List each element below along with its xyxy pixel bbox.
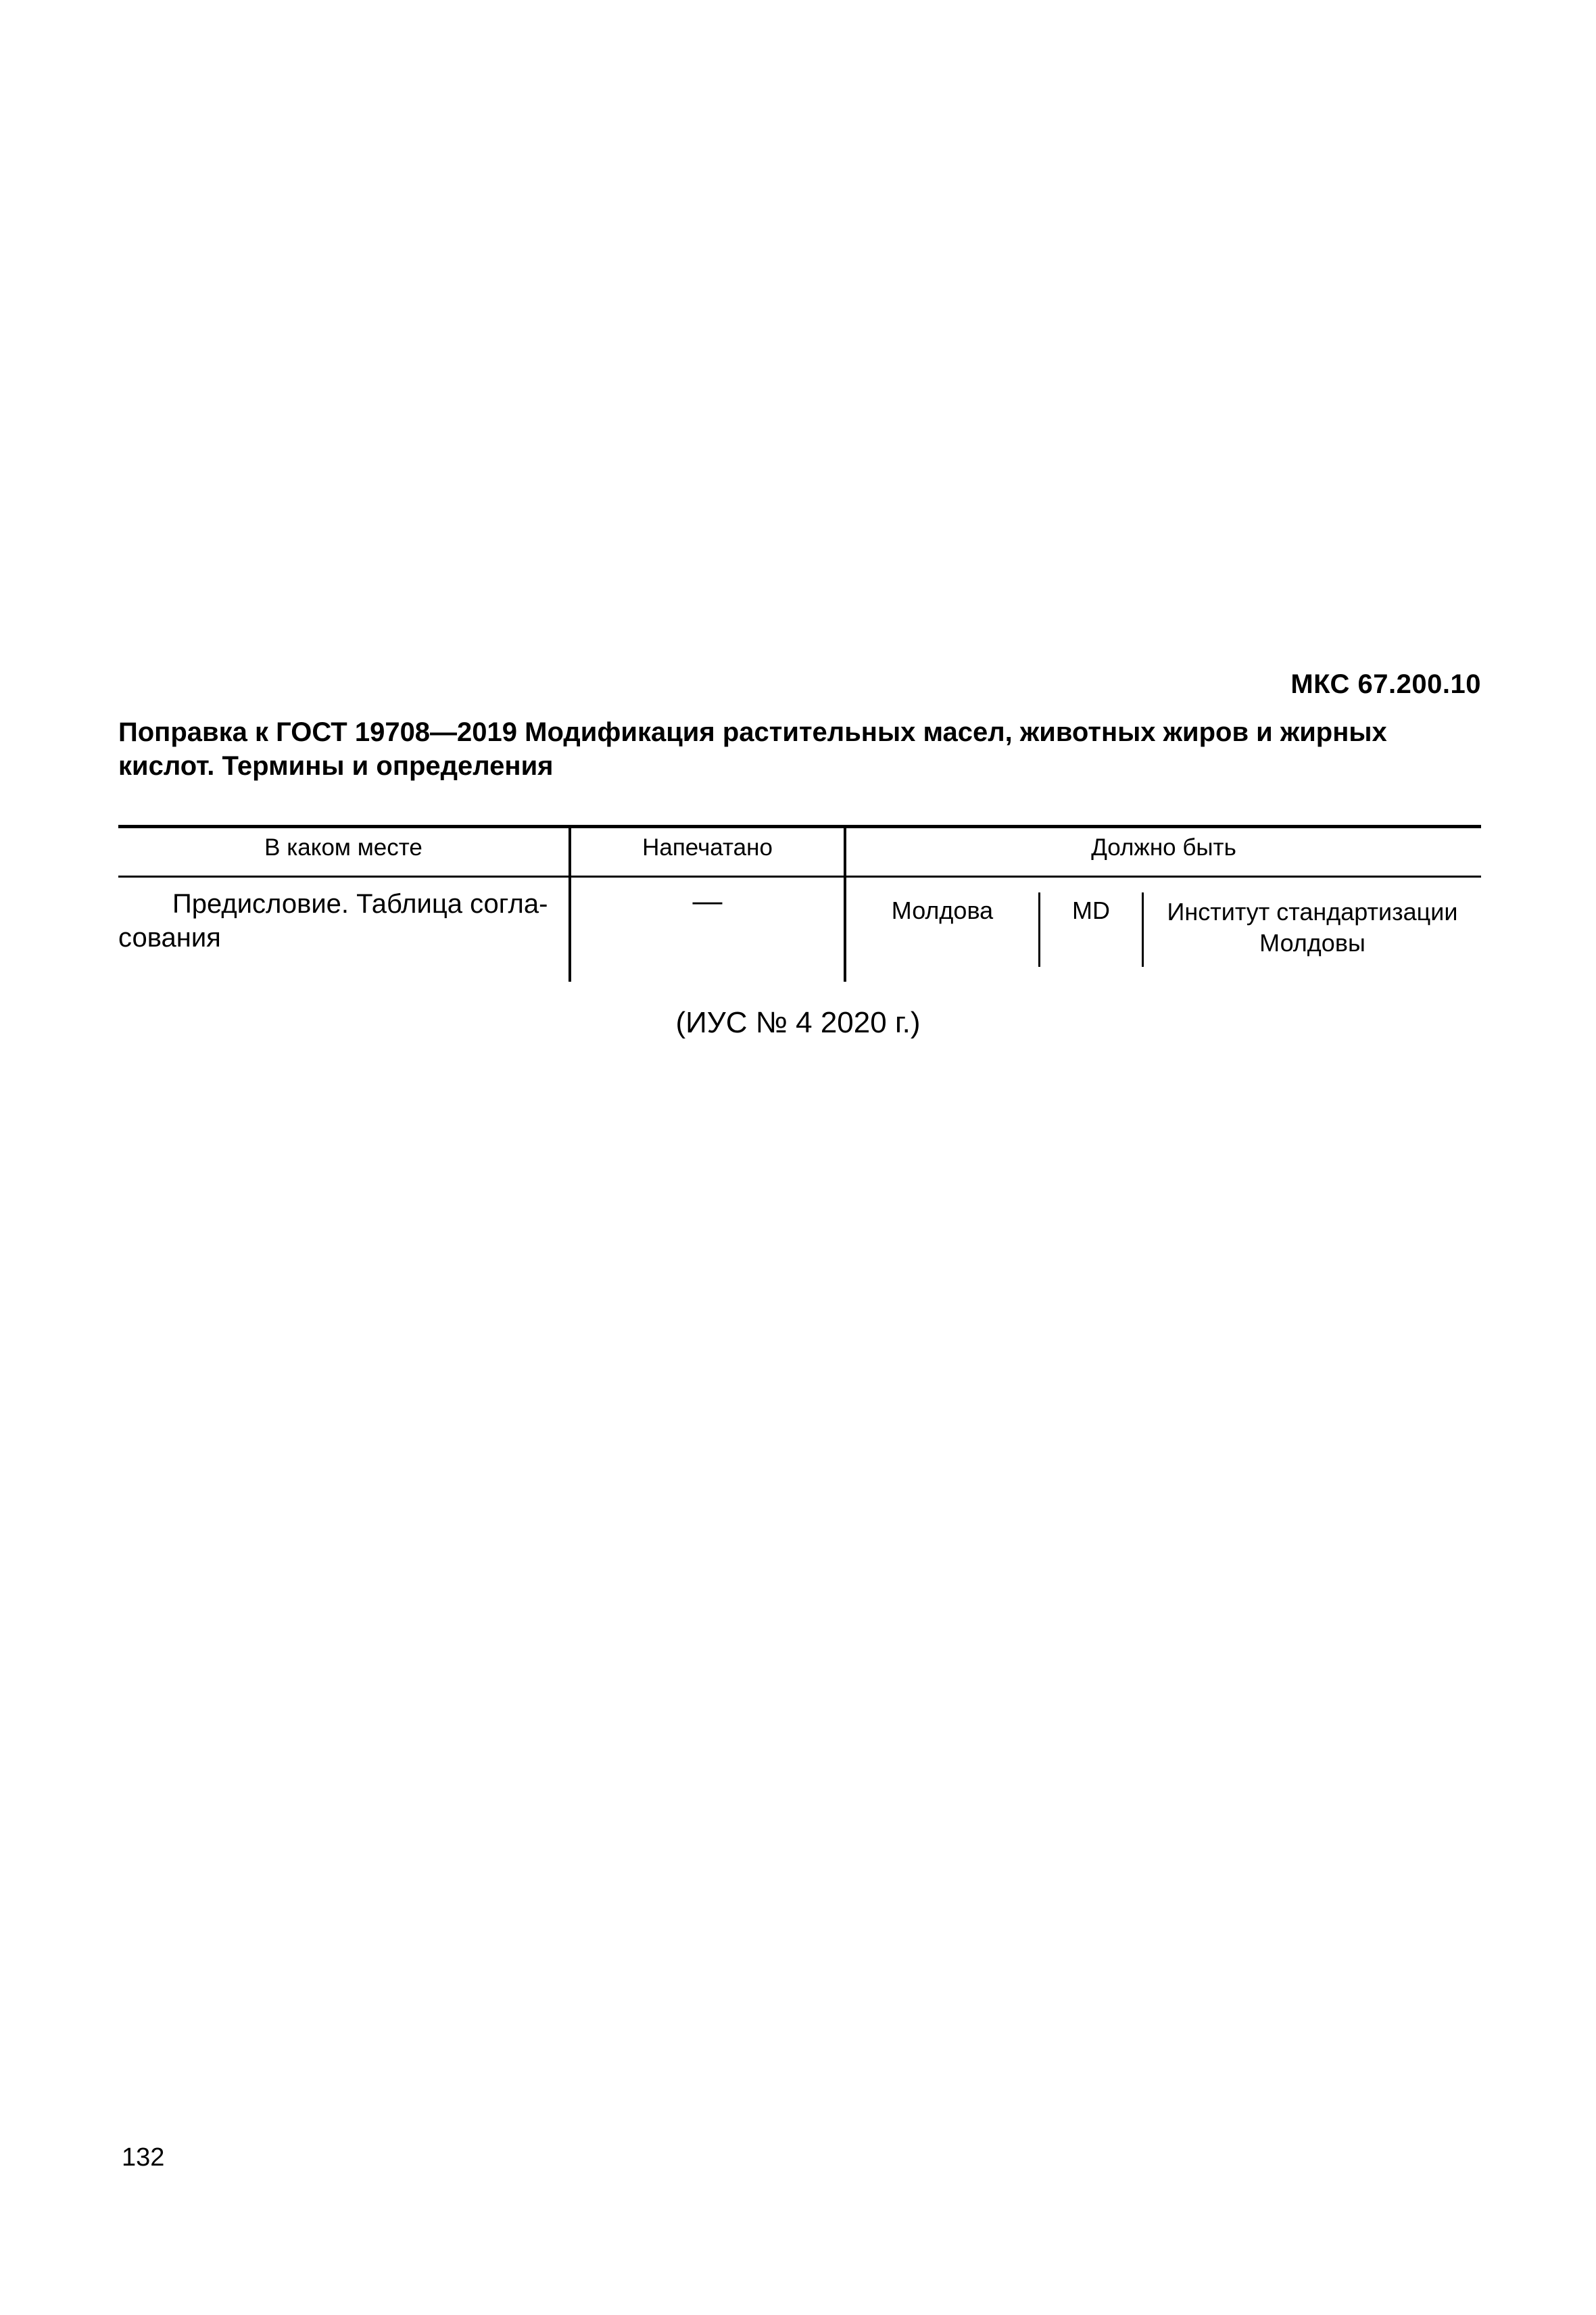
document-title <box>118 715 1481 783</box>
page-number: 132 <box>122 2143 165 2172</box>
title-line-1: Поправка к ГОСТ 19708—2019 Модификация растительных масел, животных жиров и жирных <box>118 717 1387 747</box>
cell-country-code: MD <box>1072 897 1110 924</box>
cell-where-line-2: сования <box>118 923 221 953</box>
cell-organization-line-2: Молдовы <box>1259 929 1365 957</box>
cell-organization <box>1144 897 1481 959</box>
header-should-be: Должно быть <box>1091 834 1236 861</box>
cell-country: Молдова <box>891 897 994 924</box>
cell-printed: — <box>692 884 723 917</box>
cell-organization-line-1: Институт стандартизации <box>1167 898 1458 926</box>
cell-where-line-1: Предисловие. Таблица согла- <box>172 889 548 919</box>
header-where: В каком месте <box>264 834 422 861</box>
mks-code: МКС 67.200.10 <box>1290 669 1481 699</box>
header-printed: Напечатано <box>642 834 773 861</box>
cell-where <box>118 887 551 955</box>
title-line-2: кислот. Термины и определения <box>118 751 554 781</box>
correction-table <box>118 825 1481 982</box>
table-header-separator <box>118 876 1481 878</box>
ius-reference: (ИУС № 4 2020 г.) <box>675 1006 921 1039</box>
table-top-border <box>118 825 1481 828</box>
